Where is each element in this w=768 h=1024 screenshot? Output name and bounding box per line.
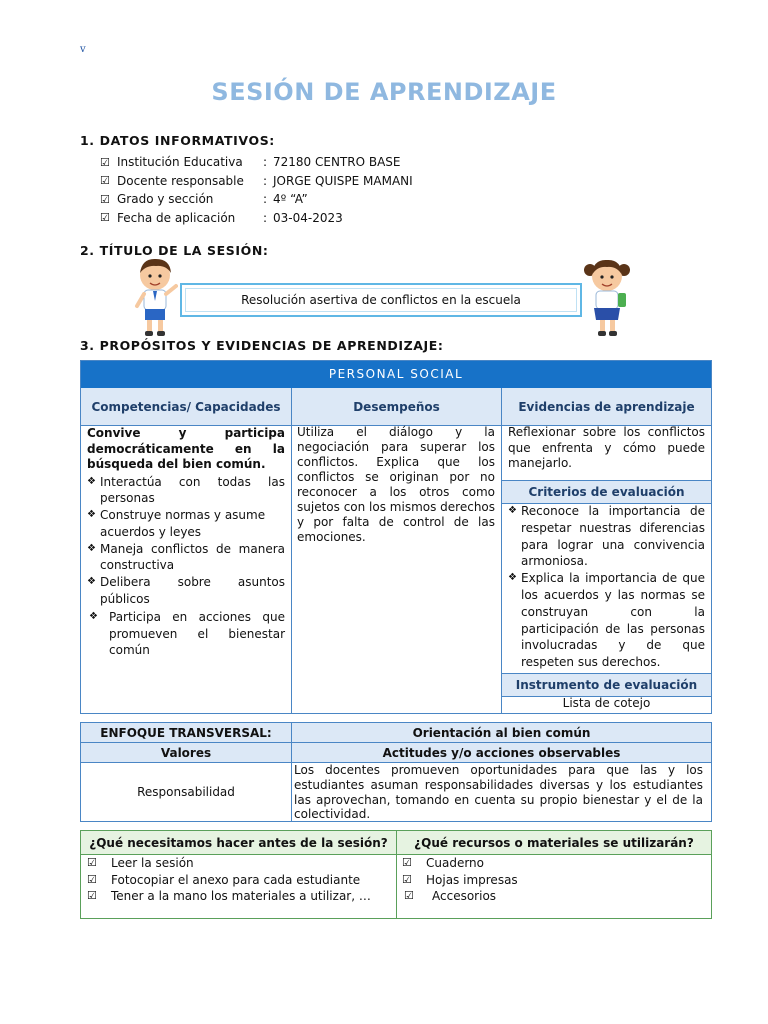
session-title: Resolución asertiva de conflictos en la escuela (241, 293, 521, 307)
checkbox-icon: ☑ (87, 889, 97, 902)
header-evidencias: Evidencias de aprendizaje (502, 388, 711, 426)
column-divider (396, 831, 397, 918)
criterio-item: ❖ Explica la importancia de que los acuerdos y las normas se construyan con la participación de las personas involucradas y de que respeten sus derechos. (508, 571, 705, 670)
preparacion-table (80, 830, 712, 919)
datos-row-grado (100, 190, 413, 209)
checkbox-icon: ☑ (404, 889, 414, 902)
capacidad-item: ❖ Participa en acciones que promueven el bienestar común (89, 609, 285, 658)
antes-header: ¿Qué necesitamos hacer antes de la sesión? (81, 831, 396, 855)
checkbox-icon: ☑ (87, 856, 97, 869)
datos-value: JORGE QUISPE MAMANI (273, 173, 413, 188)
header-desempenos: Desempeños (292, 388, 501, 426)
checkbox-icon: ☑ (87, 872, 97, 886)
capacidad-item: ❖ Maneja conflictos de manera constructiva (87, 541, 285, 573)
instrumento-text: Lista de cotejo (562, 696, 651, 710)
valor-text: Responsabilidad (137, 784, 235, 799)
enfoque-table (80, 722, 712, 822)
column-divider (501, 388, 502, 713)
instrumento-header: Instrumento de evaluación (502, 673, 711, 697)
diamond-bullet-icon: ❖ (87, 542, 96, 554)
datos-sep: : (263, 192, 268, 207)
actitudes-header: Actitudes y/o acciones observables (292, 743, 711, 762)
session-title-box (180, 283, 582, 317)
propositos-table (80, 360, 712, 714)
enfoque-label: ENFOQUE TRANSVERSAL: (81, 723, 291, 742)
datos-label: Grado y sección (117, 192, 214, 207)
datos-sep: : (263, 173, 268, 188)
datos-row-fecha (100, 209, 413, 228)
diamond-bullet-icon: ❖ (508, 572, 517, 584)
criterio-item: ❖ Reconoce la importancia de respetar nuestras diferencias para lograr una convivencia armoniosa. (508, 504, 705, 569)
checkbox-icon: ☑ (402, 872, 412, 886)
area-header: PERSONAL SOCIAL (81, 361, 711, 388)
recursos-list (402, 855, 702, 905)
girl-illustration (582, 256, 632, 338)
checkbox-icon: ☑ (100, 174, 110, 188)
datos-label: Docente responsable (117, 173, 244, 188)
competencia-text: Convive y participa democráticamente en la búsqueda del bien común. (87, 426, 285, 471)
row-divider (81, 742, 711, 743)
evidencia-text: Reflexionar sobre los conflictos que enfrenta y cómo puede manejarlo. (508, 425, 705, 470)
antes-item: ☑ Fotocopiar el anexo para cada estudiante (87, 872, 361, 887)
checkbox-icon: ☑ (100, 155, 110, 169)
datos-label: Fecha de aplicación (117, 210, 236, 225)
valores-header: Valores (81, 743, 291, 762)
diamond-bullet-icon: ❖ (508, 505, 517, 516)
column-divider (291, 388, 292, 713)
page-title: SESIÓN DE APRENDIZAJE (211, 78, 557, 106)
actitud-text: Los docentes promueven oportunidades para que las y los estudiantes asuman responsabilidades diversas y los estudiantes las aprovechan, tomando en cuenta su propio bienestar y el de la colectividad. (294, 763, 703, 822)
section-datos-heading: 1. DATOS INFORMATIVOS: (80, 133, 275, 148)
diamond-bullet-icon: ❖ (87, 509, 96, 521)
desempeno-text: Utiliza el diálogo y la negociación para superar los conflictos. Explica que los conflictos se originan por no reconocer a los otros como sujetos con los mismos derechos y por falta de control de las emociones. (297, 425, 496, 544)
datos-list (100, 153, 413, 227)
capacidad-item: ❖ Delibera sobre asuntos públicos (87, 575, 285, 607)
datos-row-institucion (100, 153, 413, 172)
checkbox-icon: ☑ (100, 192, 110, 206)
recurso-item: ☑ Hojas impresas (402, 872, 518, 887)
top-mark: v (80, 44, 86, 55)
recurso-item: ☑ Cuaderno (402, 856, 485, 870)
datos-sep: : (263, 210, 268, 225)
column-divider (291, 723, 292, 821)
datos-row-docente (100, 172, 413, 191)
datos-label: Institución Educativa (117, 155, 243, 170)
diamond-bullet-icon: ❖ (89, 610, 98, 622)
section-titulo-heading: 2. TÍTULO DE LA SESIÓN: (80, 243, 269, 258)
datos-value: 4º “A” (273, 192, 308, 207)
criterios-header: Criterios de evaluación (502, 480, 711, 504)
checkbox-icon: ☑ (402, 856, 412, 869)
diamond-bullet-icon: ❖ (87, 475, 96, 487)
boy-illustration (132, 256, 178, 338)
capacidad-item: ❖ Interactúa con todas las personas (87, 474, 285, 506)
datos-sep: : (263, 155, 268, 170)
antes-item: ☑ Leer la sesión (87, 856, 194, 870)
antes-list (87, 855, 387, 905)
capacidad-item: ❖ Construye normas y asume acuerdos y leyes (87, 508, 266, 539)
checkbox-icon: ☑ (100, 211, 110, 225)
antes-item: ☑ Tener a la mano los materiales a utilizar, … (87, 889, 371, 903)
section-propositos-heading: 3. PROPÓSITOS Y EVIDENCIAS DE APRENDIZAJE: (80, 338, 444, 353)
competencias-cell (87, 426, 285, 659)
criterios-cell (508, 503, 705, 671)
datos-value: 03-04-2023 (273, 210, 343, 225)
enfoque-value: Orientación al bien común (292, 723, 711, 742)
diamond-bullet-icon: ❖ (87, 576, 96, 588)
datos-value: 72180 CENTRO BASE (273, 155, 401, 170)
header-competencias: Competencias/ Capacidades (81, 388, 291, 426)
recurso-item: ☑ Accesorios (404, 889, 497, 903)
recursos-header: ¿Qué recursos o materiales se utilizarán? (397, 831, 711, 855)
